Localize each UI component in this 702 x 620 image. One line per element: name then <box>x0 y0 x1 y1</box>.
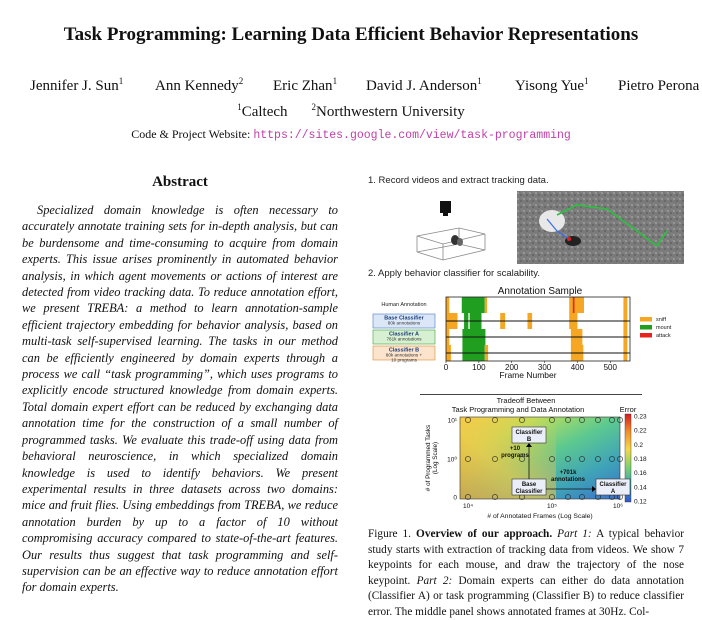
colorbar-tick: 0.23 <box>634 413 647 421</box>
legend-swatch-sniff <box>640 317 652 322</box>
colorbar-title: Error <box>619 405 637 414</box>
website-link[interactable]: https://sites.google.com/view/task-programming <box>253 129 571 142</box>
row-label-sub: 10 programs <box>391 357 417 363</box>
x-tick-label: 0 <box>443 363 449 372</box>
author-1: Jennifer J. Sun$^1$ <box>30 76 124 94</box>
paper-title: Task Programming: Learning Data Efficient Behavior Representations <box>63 24 639 45</box>
caption-bold: Overview of our approach. <box>416 528 553 540</box>
author-affil-mark: 1 <box>477 76 482 86</box>
figure-caption <box>368 527 684 620</box>
legend-label-mount: mount <box>656 325 672 331</box>
y-axis-label-line: # of Programmed Tasks <box>425 424 432 492</box>
x-tick-label: 10⁵ <box>547 503 557 510</box>
camera-cage-illustration <box>405 198 497 262</box>
colorbar-tick: 0.12 <box>634 498 647 506</box>
affiliation-2: $^2$Northwestern University <box>311 102 465 120</box>
abstract-body <box>22 202 338 596</box>
caption-label: Figure 1. <box>368 528 411 540</box>
author-affil-mark: 2 <box>238 76 244 86</box>
row-label-name: Classifier A <box>388 331 420 338</box>
y-axis-label <box>425 425 439 491</box>
row-label-sub: 80k annotations <box>387 320 421 326</box>
y-tick-label: 10⁰ <box>447 456 457 464</box>
row-label-sub: 80k annotations + <box>385 352 423 358</box>
plus-annotations-label: annotations <box>551 477 585 483</box>
affiliation-mark: 1 <box>237 102 242 112</box>
y-tick-label: 0 <box>453 494 457 502</box>
colorbar-tick: 0.22 <box>634 427 647 435</box>
heatmap-title-2: Task Programming and Data Annotation <box>451 405 585 414</box>
y-axis-label-line: (Log Scale) <box>432 441 439 475</box>
legend-label-attack: attack <box>656 333 671 339</box>
caption-part1-text: A typical behavior study starts with extraction of tracking data from videos. We show 7 keypoints for each mouse, and draw the trajectory of the nose keypoint. <box>368 528 684 587</box>
video-frame <box>517 191 684 264</box>
row-label-name: Classifier B <box>388 347 420 354</box>
caption-part1-label: Part 1: <box>557 528 592 540</box>
plus-annotations-label: +701k <box>559 470 577 476</box>
classifier-b-box-text: B <box>526 437 532 443</box>
x-tick-label: 10⁴ <box>462 503 474 510</box>
plus-programs-label: +10 <box>509 446 521 452</box>
heatmap-title-1: Tradeoff Between <box>496 396 556 405</box>
figure-step-1: 1. Record videos and extract tracking data. <box>368 175 549 186</box>
colorbar-tick: 0.2 <box>634 441 644 449</box>
segment-sniff <box>446 297 449 313</box>
classifier-b-box-text: Classifier <box>515 430 543 436</box>
colorbar-tick: 0.14 <box>634 484 647 492</box>
base-classifier-box-text: Classifier <box>515 489 543 495</box>
colorbar-tick: 0.18 <box>634 456 647 463</box>
abstract-heading: Abstract <box>152 174 208 190</box>
classifier-a-box-text: Classifier <box>599 482 627 488</box>
camera-icon <box>440 201 451 216</box>
chart-title: Annotation Sample <box>497 286 583 297</box>
x-tick-label: 400 <box>570 363 585 372</box>
x-axis-label: Frame Number <box>499 370 557 380</box>
x-tick-label: 10⁶ <box>613 503 623 510</box>
x-tick-label: 500 <box>603 363 617 372</box>
project-website <box>0 127 702 142</box>
y-tick-label: 10¹ <box>447 417 457 425</box>
segment-attack <box>573 297 575 313</box>
row-label-sub: 781k annotations <box>386 336 422 342</box>
annotation-sample-chart <box>368 282 684 392</box>
author-3: Eric Zhan$^1$ <box>273 76 338 94</box>
affiliation-1: $^1$Caltech <box>237 102 288 120</box>
x-tick-label: 200 <box>505 363 519 372</box>
segment-mount <box>462 297 485 313</box>
tradeoff-heatmap <box>420 395 684 525</box>
x-tick-label: 300 <box>537 363 552 372</box>
legend-label-sniff: sniff <box>656 317 666 323</box>
x-axis-label: # of Annotated Frames (Log Scale) <box>487 513 593 520</box>
author-affil-mark: 1 <box>118 76 124 86</box>
row-label-human: Human Annotation <box>381 302 427 308</box>
plus-programs-label: programs <box>501 453 529 459</box>
classifier-a-box-text: A <box>610 489 616 495</box>
row-label-name: Base Classifier <box>384 315 424 322</box>
legend-swatch-attack <box>640 333 652 338</box>
base-classifier-box-text: Base <box>521 482 537 488</box>
abstract-paragraph: Specialized domain knowledge is often necessary to accurately annotate training sets for in-depth analysis, but can be burdensome and time-consuming to acquire from domain experts. This issue arises prominently in automated behavior analysis, in which agent movements or actions of interest are detected from video tracking data. To reduce annotation effort, we present TREBA: a method to learn annotation-sample efficient trajectory embedding for behavior analysis, based on multi-task self-supervised learning. The tasks in our method can be efficiently engineered by domain experts through a process we call “task programming”, which uses programs to explicitly encode structured knowledge from domain experts. Total domain expert effort can be reduced by exchanging data annotation time for the construction of a small number of programmed tasks. We evaluate this trade-off using data from behavioral neuroscience, in which specialized domain knowledge is used to identify behaviors. We present experimental results in three datasets across two domains: mice and fruit flies. Using embeddings from TREBA, we reduce annotation burden by up to a factor of 10 without compromising accuracy compared to state-of-the-art features. Our results thus suggest that task programming and self-supervision can be an effective way to reduce annotation effort for domain experts. <box>22 203 338 595</box>
figure-step-2: 2. Apply behavior classifier for scalability. <box>368 268 540 279</box>
video-frame-image <box>517 191 684 264</box>
segment-sniff <box>623 297 627 313</box>
segment-sniff <box>485 297 487 313</box>
affiliation-mark: 2 <box>311 102 317 112</box>
affiliations <box>0 104 702 121</box>
x-tick-label: 100 <box>472 363 486 372</box>
segment-sniff <box>569 297 584 313</box>
caption-part2-text: Domain experts can either do data annotation (Classifier A) or task programming (Classifier B) to reduce classifier error. The middle panel shows annotated frames at 30Hz. Col- <box>368 574 685 618</box>
caption-part2-label: Part 2: <box>416 574 453 587</box>
author-affil-mark: 1 <box>584 76 589 86</box>
website-label: Code & Project Website: <box>131 127 251 141</box>
author-5: Yisong Yue$^1$ <box>515 76 589 94</box>
cage-icon <box>417 228 485 260</box>
author-affil-mark: 1 <box>332 76 338 86</box>
author-4: David J. Anderson$^1$ <box>366 76 482 94</box>
legend-swatch-mount <box>640 325 652 330</box>
colorbar-tick: 0.16 <box>634 470 647 478</box>
author-6: Pietro Perona <box>618 78 700 94</box>
author-2: Ann Kennedy$^2$ <box>155 76 244 94</box>
